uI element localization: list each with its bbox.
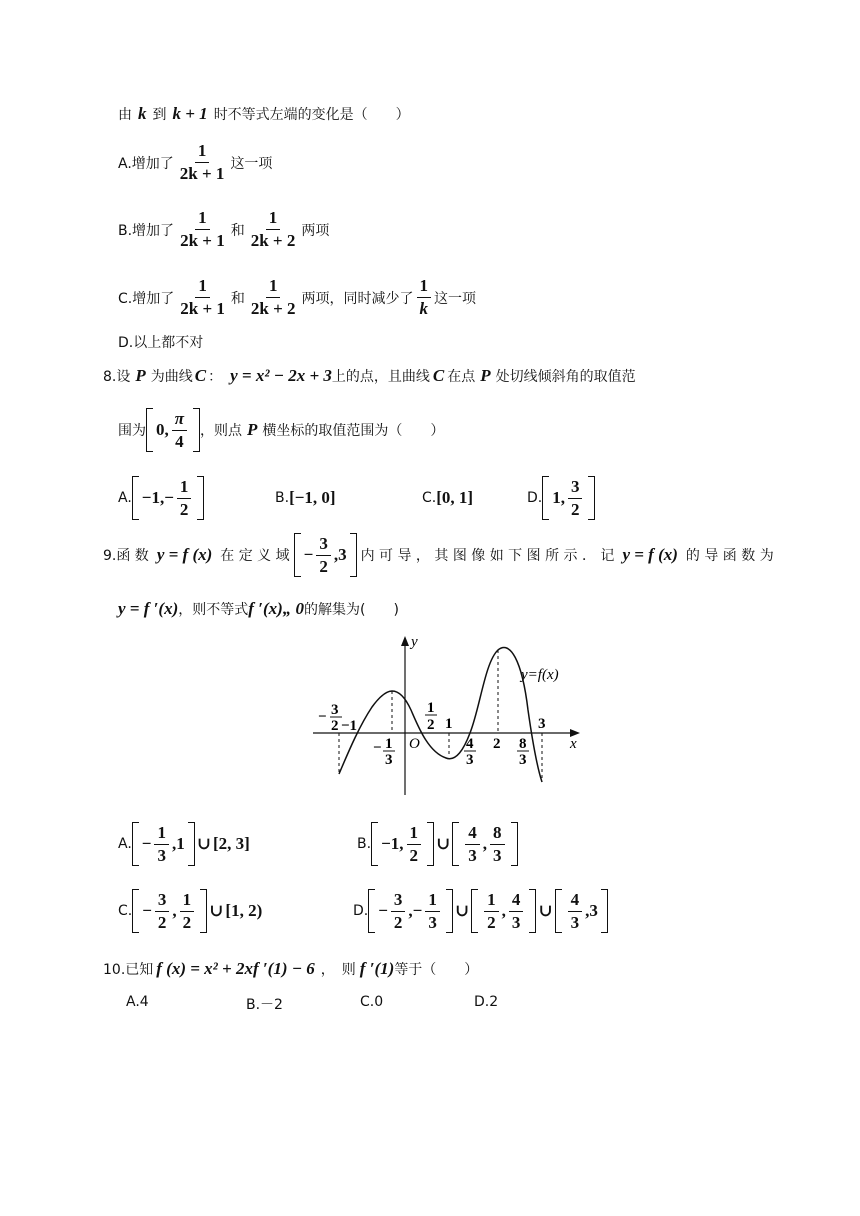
q7-option-a: A.增加了 $\frac{1}{2k + 1}$ 这一项 bbox=[118, 141, 273, 183]
tick-label: 1 bbox=[427, 700, 435, 716]
fraction: $\frac{1}{2k + 1}$ bbox=[180, 208, 225, 250]
tick-label: −1 bbox=[341, 718, 358, 734]
q9-option-d: D. − $\frac{3}{2}$ , − $\frac{1}{3}$ ∪ $\frac{1}{2}$ , $\frac{4}{3}$ ∪ $\frac{4}{3}$ , 3 bbox=[353, 889, 608, 933]
fraction: $\frac{1}{2k + 2}$ bbox=[250, 208, 296, 250]
interval: −1,− $\frac{1}{2}$ bbox=[132, 476, 205, 520]
tick-label: 3 bbox=[331, 702, 339, 718]
interval: − $\frac{1}{3}$ , 1 bbox=[132, 822, 195, 866]
function-curve bbox=[339, 648, 542, 783]
fraction: $\frac{1}{2k + 2}$ bbox=[250, 276, 296, 318]
q9-stem-line2: y = f ′(x) ，则不等式 f ′(x)„ 0 的解集为( ) bbox=[118, 599, 399, 618]
tick-label: 2 bbox=[493, 736, 501, 752]
interval: $\frac{4}{3}$ , 3 bbox=[555, 889, 608, 933]
tick-label: 8 bbox=[519, 736, 527, 752]
q8-option-b: B. [−1, 0] bbox=[275, 488, 336, 507]
q10-option-a: A.4 bbox=[126, 994, 149, 1010]
q7-stem: 由 k 到 k + 1 时不等式左端的变化是（ ） bbox=[118, 104, 410, 123]
tick-label: 3 bbox=[519, 752, 527, 768]
interval: −1, $\frac{1}{2}$ bbox=[371, 822, 434, 866]
x-axis-label: x bbox=[570, 736, 577, 752]
q9-option-b: B. −1, $\frac{1}{2}$ ∪ $\frac{4}{3}$ , $\frac{8}{3}$ bbox=[357, 822, 518, 866]
q10-stem: 10.已知 f (x) = x² + 2xf ′(1) − 6 ， 则 f ′(1) 等于（ ） bbox=[103, 959, 479, 978]
interval: $\frac{4}{3}$ , $\frac{8}{3}$ bbox=[452, 822, 517, 866]
q10-option-d: D.2 bbox=[474, 994, 499, 1010]
q8-option-a: A. −1,− $\frac{1}{2}$ bbox=[118, 476, 204, 520]
fraction: $\frac{1}{k}$ bbox=[417, 277, 432, 318]
interval: − $\frac{3}{2}$ ,3 bbox=[294, 533, 357, 577]
q10-option-b: B.－2 bbox=[246, 997, 283, 1013]
tick-label: 4 bbox=[466, 736, 474, 752]
q10-option-c: C.0 bbox=[360, 994, 384, 1010]
interval: 1, $\frac{3}{2}$ bbox=[542, 476, 595, 520]
tick-label: 2 bbox=[331, 718, 339, 734]
interval: − $\frac{3}{2}$ , $\frac{1}{2}$ bbox=[132, 889, 207, 933]
q8-stem-line2: 围为 0, $\frac{\pi}{4}$ ，则点 P 横坐标的取值范围为（ ） bbox=[118, 408, 445, 451]
origin-label: O bbox=[409, 736, 420, 752]
tick-label: 3 bbox=[385, 752, 393, 768]
tick-label: 1 bbox=[445, 716, 453, 732]
curve-label: y=f(x) bbox=[521, 667, 559, 683]
q9-option-a: A. − $\frac{1}{3}$ , 1 ∪ [2, 3] bbox=[118, 822, 250, 865]
fraction: $\frac{1}{2k + 1}$ bbox=[179, 141, 225, 183]
q7-option-d: D.以上都不对 bbox=[118, 335, 204, 351]
q7-option-b: B.增加了 $\frac{1}{2k + 1}$ 和 $\frac{1}{2k + 2}$ 两项 bbox=[118, 208, 330, 250]
interval: − $\frac{3}{2}$ , − $\frac{1}{3}$ bbox=[368, 889, 453, 933]
y-axis-arrow-icon bbox=[401, 636, 409, 646]
q8-stem-line1: 8.设 P 为曲线 C ： y = x² − 2x + 3 上的点，且曲线 C 在点 P 处切线倾斜角的取值范 bbox=[103, 366, 636, 385]
fraction: $\frac{1}{2k + 1}$ bbox=[180, 276, 225, 318]
tick-label: 1 bbox=[385, 736, 393, 752]
q8-option-d: D. 1, $\frac{3}{2}$ bbox=[527, 476, 595, 520]
q7-option-c: C.增加了 $\frac{1}{2k + 1}$ 和 $\frac{1}{2k + 2}$ 两项，同时减少了 $\frac{1}{k}$ 这一项 bbox=[118, 276, 477, 318]
tick-label: − bbox=[318, 709, 327, 725]
q9-stem-line1: 9.函 数 y = f (x) 在 定 义 域 − $\frac{3}{2}$ ,3 内 可 导 ， 其 图 像 如 下 图 所 示 ． 记 y = f (x) 的 导 函 数 为 bbox=[103, 533, 774, 576]
tick-label: 2 bbox=[427, 717, 435, 733]
tick-label: 3 bbox=[466, 752, 474, 768]
tick-label: − bbox=[373, 740, 382, 756]
interval: 0, $\frac{\pi}{4}$ bbox=[146, 408, 200, 452]
q9-option-c: C. − $\frac{3}{2}$ , $\frac{1}{2}$ ∪ [1, 2) bbox=[118, 889, 263, 932]
interval: $\frac{1}{2}$ , $\frac{4}{3}$ bbox=[471, 889, 536, 933]
tick-label: 3 bbox=[538, 716, 546, 732]
y-axis-label: y bbox=[411, 634, 418, 650]
q8-option-c: C. [0, 1] bbox=[422, 488, 474, 507]
